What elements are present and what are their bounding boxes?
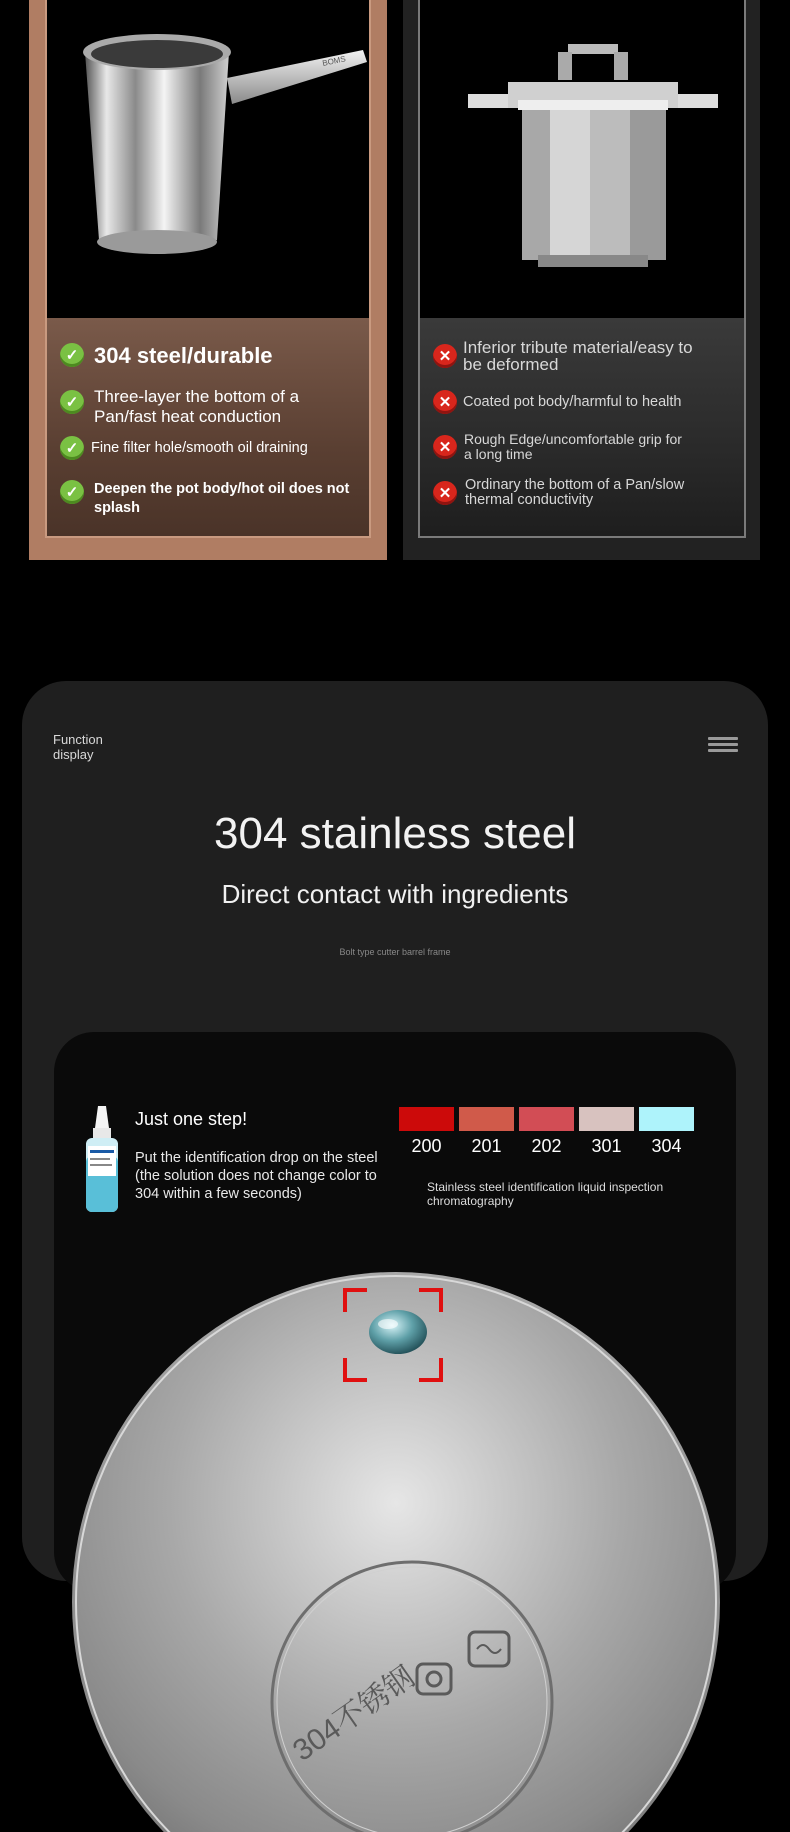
swatch-200 <box>399 1107 454 1157</box>
step-title: Just one step! <box>135 1109 248 1129</box>
check-icon: ✓ <box>60 436 84 460</box>
swatch-201 <box>459 1107 514 1157</box>
bad-feature-2 <box>433 390 681 414</box>
swatch-color <box>579 1107 634 1131</box>
good-feature-2 <box>60 387 329 426</box>
small-caption: Bolt type cutter barrel frame <box>339 947 451 957</box>
menu-icon[interactable] <box>708 737 738 753</box>
swatch-label: 202 <box>531 1136 562 1156</box>
swatch-301 <box>579 1107 634 1157</box>
reagent-bottle-icon <box>82 1106 122 1212</box>
swatch-202 <box>519 1107 574 1157</box>
check-icon: ✓ <box>60 390 84 414</box>
section-subtitle: Direct contact with ingredients <box>221 879 569 909</box>
swatch-color <box>399 1107 454 1131</box>
bad-feature-1 <box>433 339 703 373</box>
x-icon: ✕ <box>433 481 457 505</box>
identification-card <box>54 1032 736 1768</box>
good-feature-1 <box>60 343 273 368</box>
plate-engraving: 304不锈钢 <box>287 1660 421 1768</box>
section-title: 304 stainless steel <box>214 809 576 858</box>
bad-feature-4 <box>433 478 705 508</box>
bad-feature-3 <box>433 432 684 461</box>
check-icon: ✓ <box>60 480 84 504</box>
good-feature-text: Three-layer the bottom of a Pan/fast heat conduction <box>94 387 300 426</box>
function-display-card <box>22 681 768 1768</box>
bad-feature-text: Ordinary the bottom of a Pan/slow thermal conductivity <box>465 477 685 509</box>
swatch-color <box>459 1107 514 1131</box>
x-icon: ✕ <box>433 435 457 459</box>
good-feature-3 <box>60 436 308 460</box>
swatch-color <box>639 1107 694 1131</box>
handle-brand-text: BOMS <box>321 54 347 68</box>
bad-feature-text: Inferior tribute material/easy to be deformed <box>463 338 693 374</box>
swatch-label: 304 <box>651 1136 682 1156</box>
swatch-label: 200 <box>411 1136 442 1156</box>
step-description: Put the identification drop on the steel (the solution does not change color to 304 within a few seconds) <box>135 1150 378 1202</box>
swatch-label: 201 <box>471 1136 502 1156</box>
good-feature-text: Deepen the pot body/hot oil does not splash <box>94 481 350 516</box>
milk-pot-image <box>77 30 377 280</box>
function-display-label: Function display <box>53 732 103 762</box>
color-chart <box>399 1107 694 1157</box>
good-feature-text: Fine filter hole/smooth oil draining <box>91 440 308 456</box>
steel-plate-image <box>72 1272 720 1832</box>
x-icon: ✕ <box>433 344 457 368</box>
x-icon: ✕ <box>433 390 457 414</box>
bad-feature-text: Coated pot body/harmful to health <box>463 394 682 410</box>
bad-product-panel <box>403 0 760 560</box>
good-product-panel <box>29 0 387 560</box>
good-feature-text: 304 steel/durable <box>94 343 273 368</box>
stock-pot-image <box>448 40 738 280</box>
swatch-304 <box>639 1107 694 1157</box>
bad-feature-text: Rough Edge/uncomfortable grip for a long time <box>464 431 682 462</box>
swatch-label: 301 <box>591 1136 622 1156</box>
check-icon: ✓ <box>60 343 84 367</box>
swatch-color <box>519 1107 574 1131</box>
good-feature-4 <box>60 480 354 518</box>
chromatography-caption: Stainless steel identification liquid inspection chromatography <box>427 1180 664 1208</box>
